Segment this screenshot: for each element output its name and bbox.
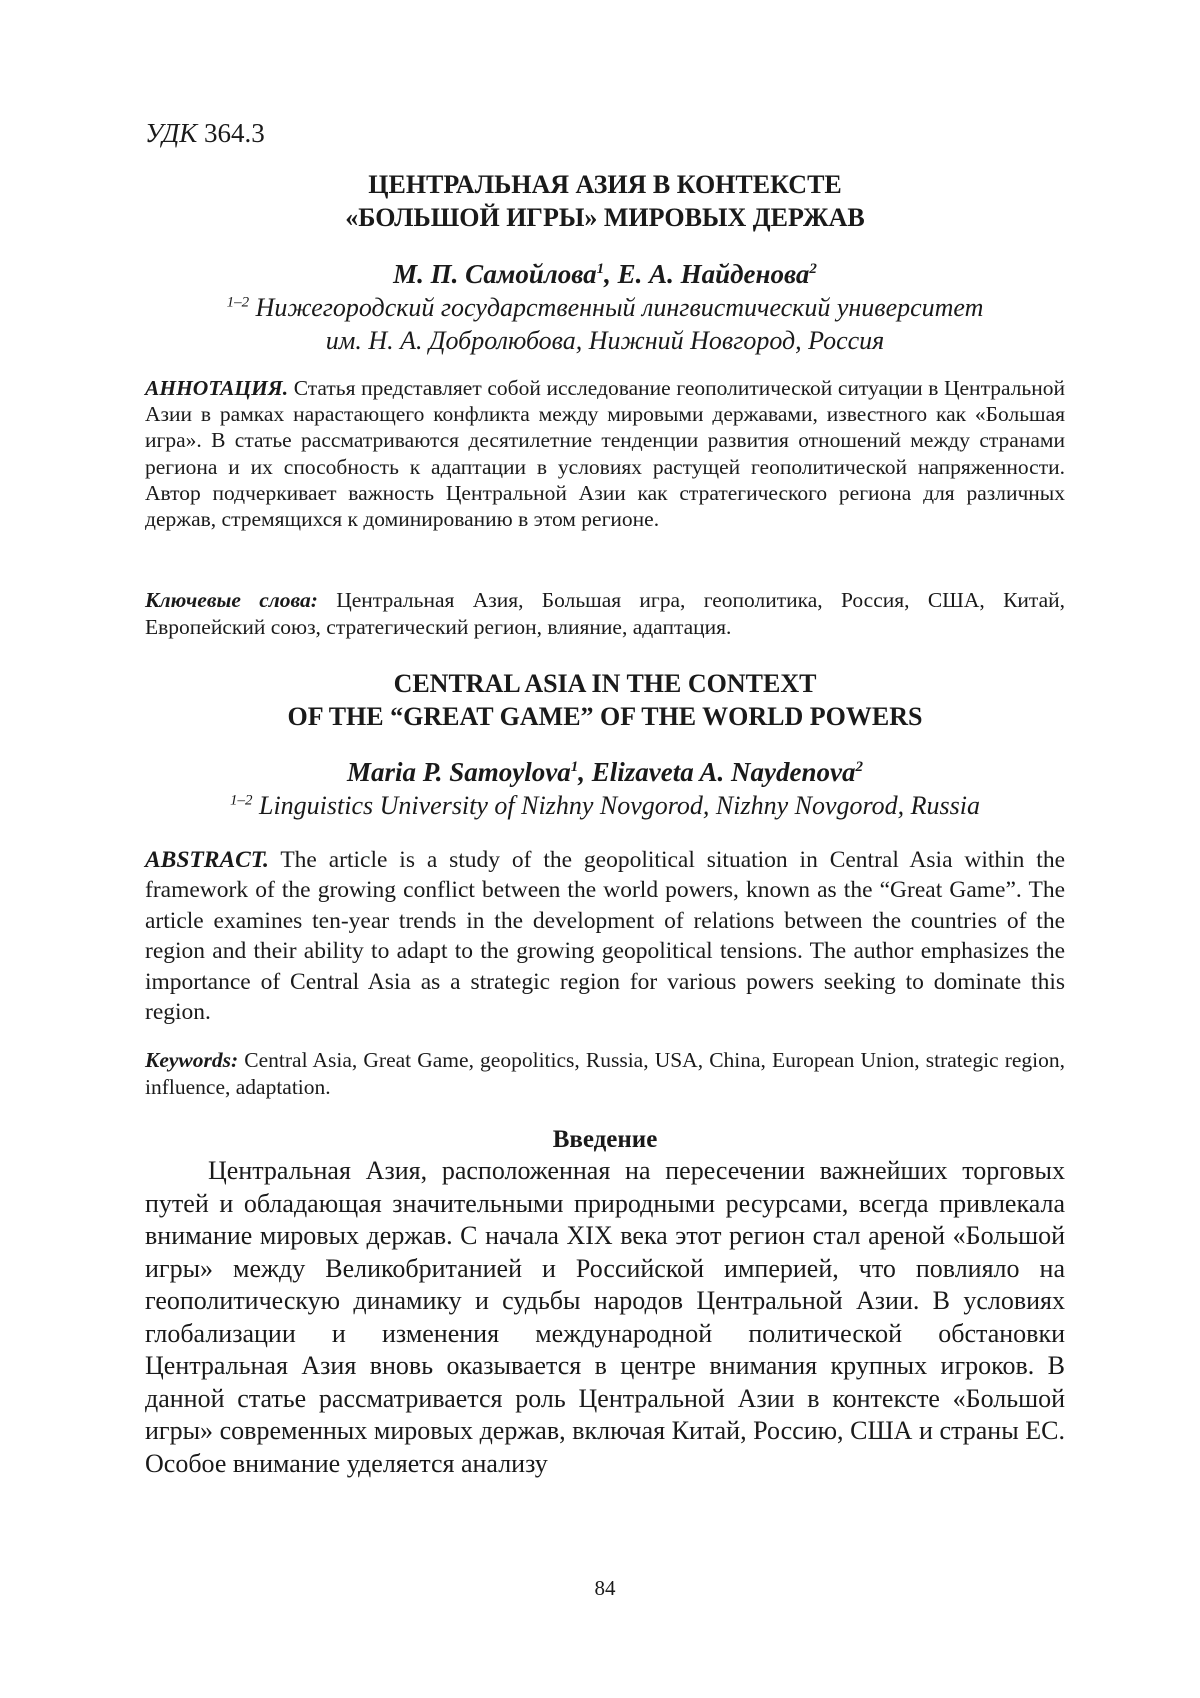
ru-affil-sup: 1–2: [226, 294, 250, 311]
en-author1: Maria P. Samoylova: [347, 757, 571, 787]
ru-abstract-text: Статья представляет собой исследование геополитической ситуации в Центральной Азии в рамках нарастающего конфликта между мировыми державами, известного как «Большая игра». В статье рассматриваются десятилетние тенденции развития отношений между странами региона и их способность к адаптации в условиях растущей геополитической напряженности. Автор подчеркивает важность Центральной Азии как стратегического региона для различных держав, стремящихся к доминированию в этом регионе.: [145, 376, 1066, 532]
en-keywords-text: Central Asia, Great Game, geopolitics, Russia, USA, China, European Union, strategic region, influence, adaptation.: [145, 1048, 1065, 1099]
ru-title-line1: ЦЕНТРАЛЬНАЯ АЗИЯ В КОНТЕКСТЕ: [368, 170, 842, 199]
ru-author2: Е. А. Найденова: [617, 259, 810, 289]
intro-heading: Введение: [552, 1126, 658, 1153]
en-keywords-label: Keywords:: [145, 1048, 239, 1072]
ru-affil-line2: им. Н. А. Добролюбова, Нижний Новгород, Россия: [325, 326, 885, 355]
ru-authors: [145, 257, 1065, 291]
en-title-line1: CENTRAL ASIA IN THE CONTEXT: [393, 669, 817, 698]
en-author2-sup: 2: [855, 759, 863, 775]
udk-code: [145, 118, 265, 149]
en-affiliation: [145, 789, 1065, 822]
ru-affil-line1: Нижегородский государственный лингвистический университет: [255, 293, 984, 322]
en-author-sep: ,: [578, 757, 592, 787]
ru-abstract: [145, 375, 1065, 532]
en-affil-sup: 1–2: [229, 792, 253, 809]
ru-keywords-label: Ключевые слова:: [145, 588, 318, 612]
ru-abstract-label: АННОТАЦИЯ.: [145, 376, 289, 400]
ru-author-sep: ,: [604, 259, 618, 289]
intro-paragraph: Центральная Азия, расположенная на пересечении важнейших торговых путей и обладающая значительными природными ресурсами, всегда привлекала внимание мировых держав. С начала XIX века этот регион стал ареной «Большой игры» между Великобританией и Российской империей, что повлияло на геополитическую динамику и судьбы народов Центральной Азии. В условиях глобализации и изменения международной политической обстановки Центральная Азия вновь оказывается в центре внимания крупных игроков. В данной статье рассматривается роль Центральной Азии в контексте «Большой игры» современных мировых держав, включая Китай, Россию, США и страны ЕС. Особое внимание уделяется анализу: [145, 1156, 1065, 1478]
ru-title: [145, 168, 1065, 234]
en-title: [145, 667, 1065, 733]
ru-title-line2: «БОЛЬШОЙ ИГРЫ» МИРОВЫХ ДЕРЖАВ: [345, 203, 865, 232]
ru-author2-sup: 2: [809, 261, 817, 277]
en-author2: Elizaveta A. Naydenova: [591, 757, 856, 787]
udk-label: УДК: [145, 118, 198, 148]
en-abstract-label: ABSTRACT.: [145, 847, 269, 873]
en-title-line2: OF THE “GREAT GAME” OF THE WORLD POWERS: [287, 702, 923, 731]
en-abstract-text: The article is a study of the geopolitical situation in Central Asia within the framework of the growing conflict between the world powers, known as the “Great Game”. The article examines ten-year trends in the development of relations between the countries of the region and their ability to adapt to the growing geopolitical tensions. The author emphasizes the importance of Central Asia as a strategic region for various powers seeking to dominate this region.: [145, 847, 1065, 1026]
ru-author1-sup: 1: [596, 261, 605, 277]
en-author1-sup: 1: [570, 759, 579, 775]
ru-keywords: [145, 587, 1065, 641]
en-affil-line1: Linguistics University of Nizhny Novgorod, Nizhny Novgorod, Russia: [258, 791, 981, 820]
ru-affiliation: [145, 291, 1065, 357]
en-authors: [145, 755, 1065, 789]
ru-author1: М. П. Самойлова: [393, 259, 597, 289]
ru-keywords-text: Центральная Азия, Большая игра, геополитика, Россия, США, Китай, Европейский союз, стратегический регион, влияние, адаптация.: [145, 588, 1065, 639]
en-abstract: [145, 845, 1065, 1027]
en-keywords: [145, 1047, 1065, 1101]
udk-number: 364.3: [203, 118, 265, 148]
page-number: 84: [594, 1576, 616, 1600]
